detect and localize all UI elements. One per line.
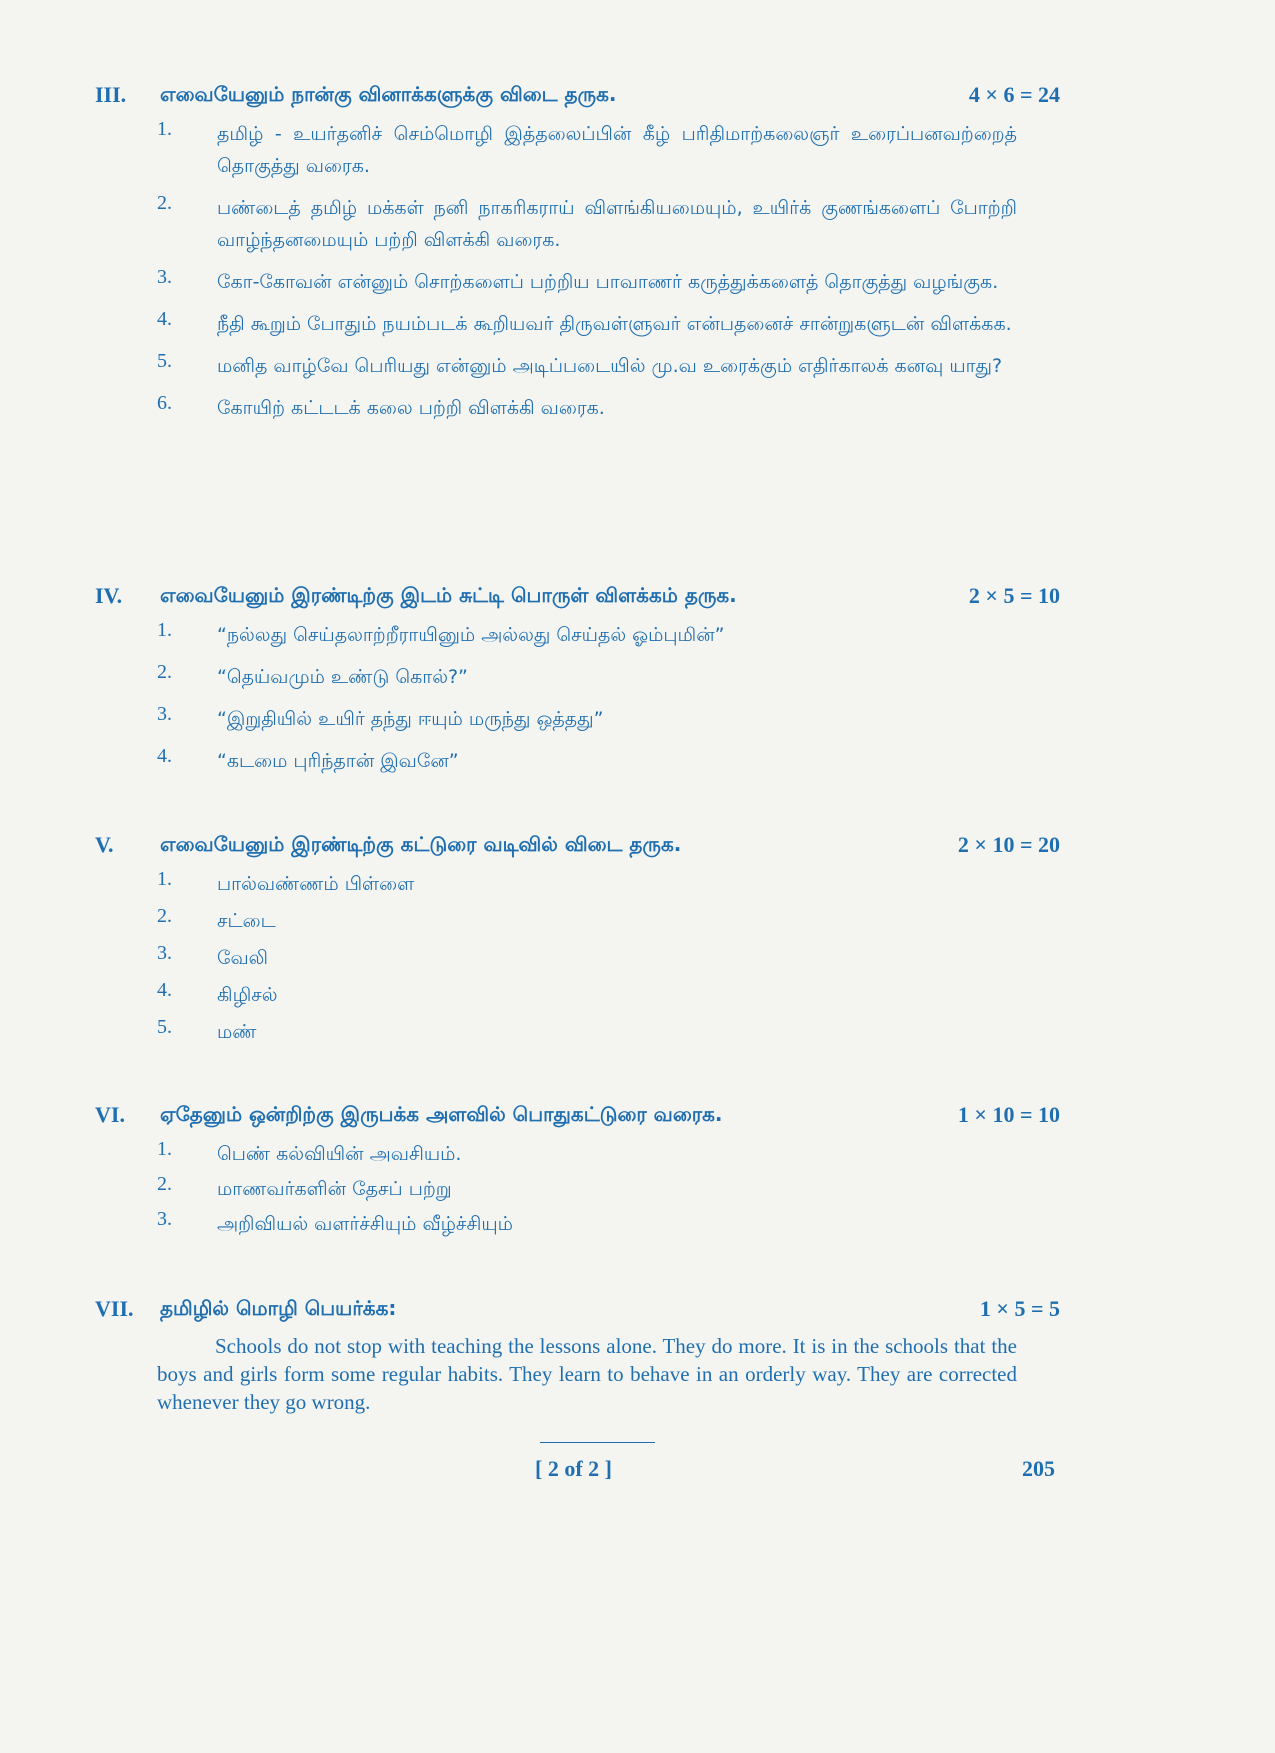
question-item — [95, 703, 1060, 735]
question-number: 2. — [157, 1173, 172, 1195]
question-item — [95, 308, 1060, 340]
question-list — [95, 1138, 1060, 1240]
question-number: 6. — [157, 392, 172, 414]
section-number: III. — [95, 82, 127, 107]
section-iv — [95, 583, 1060, 787]
section-iii — [95, 82, 1060, 434]
question-list — [95, 118, 1060, 424]
section-heading — [95, 1296, 1060, 1332]
section-marks: 4 × 6 = 24 — [968, 82, 1060, 107]
question-item — [95, 350, 1060, 382]
question-number: 1. — [157, 1138, 172, 1160]
section-heading — [95, 583, 1060, 619]
question-text: கோ-கோவன் என்னும் சொற்களைப் பற்றிய பாவாணர் கருத்துக்களைத் தொகுத்து வழங்குக. — [217, 271, 999, 293]
question-text: அறிவியல் வளர்ச்சியும் வீழ்ச்சியும் — [217, 1213, 513, 1235]
question-list — [95, 619, 1060, 777]
question-item — [95, 1138, 1060, 1170]
question-number: 4. — [157, 979, 172, 1001]
question-item — [95, 266, 1060, 298]
question-item — [95, 942, 1060, 974]
question-item — [95, 905, 1060, 937]
question-item — [95, 392, 1060, 424]
section-heading — [95, 82, 1060, 118]
question-text: பண்டைத் தமிழ் மக்கள் நனி நாகரிகராய் விளங்கியமையும், உயிர்க் குணங்களைப் போற்றி வாழ்ந்தனமையும் பற்றி விளக்கி வரைக. — [217, 197, 1017, 251]
question-text: தமிழ் - உயர்தனிச் செம்மொழி இத்தலைப்பின் கீழ் பரிதிமாற்கலைஞர் உரைப்பனவற்றைத் தொகுத்து வரைக. — [217, 123, 1017, 177]
question-item — [95, 661, 1060, 693]
page-number: [ 2 of 2 ] — [535, 1456, 612, 1481]
question-text: கோயிற் கட்டடக் கலை பற்றி விளக்கி வரைக. — [217, 397, 605, 419]
question-item — [95, 1208, 1060, 1240]
question-text: வேலி — [217, 947, 269, 969]
question-number: 5. — [157, 1016, 172, 1038]
question-number: 5. — [157, 350, 172, 372]
section-heading — [95, 1102, 1060, 1138]
question-number: 2. — [157, 192, 172, 214]
question-number: 1. — [157, 118, 172, 140]
section-instruction: எவையேனும் நான்கு வினாக்களுக்கு விடை தருக. — [160, 82, 617, 106]
question-text: பெண் கல்வியின் அவசியம். — [217, 1143, 462, 1165]
question-number: 4. — [157, 745, 172, 767]
section-number: VII. — [95, 1296, 134, 1321]
section-vi — [95, 1102, 1060, 1243]
question-text: பால்வண்ணம் பிள்ளை — [217, 873, 415, 895]
question-text: மாணவர்களின் தேசப் பற்று — [217, 1178, 452, 1200]
question-item — [95, 745, 1060, 777]
question-item — [95, 192, 1060, 256]
section-v — [95, 832, 1060, 1053]
question-item — [95, 1173, 1060, 1205]
question-item — [95, 619, 1060, 651]
section-number: IV. — [95, 583, 123, 608]
question-text: சட்டை — [217, 910, 276, 932]
section-vii — [95, 1296, 1060, 1437]
question-text: மனித வாழ்வே பெரியது என்னும் அடிப்படையில் மு.வ உரைக்கும் எதிர்காலக் கனவு யாது? — [217, 355, 1003, 377]
footer-rule — [540, 1442, 655, 1443]
question-item — [95, 1016, 1060, 1048]
question-number: 3. — [157, 1208, 172, 1230]
question-text: நீதி கூறும் போதும் நயம்படக் கூறியவர் திருவள்ளுவர் என்பதனைச் சான்றுகளுடன் விளக்கக. — [217, 313, 1012, 335]
question-list — [95, 868, 1060, 1048]
question-text: கிழிசல் — [217, 984, 278, 1006]
question-item — [95, 118, 1060, 182]
question-text: “தெய்வமும் உண்டு கொல்?” — [217, 666, 468, 688]
paper-code: 205 — [1022, 1456, 1055, 1481]
section-number: V. — [95, 832, 114, 857]
question-number: 4. — [157, 308, 172, 330]
question-text: மண் — [217, 1021, 257, 1043]
question-number: 2. — [157, 905, 172, 927]
section-instruction: எவையேனும் இரண்டிற்கு கட்டுரை வடிவில் விடை தருக. — [160, 832, 682, 856]
section-number: VI. — [95, 1102, 125, 1127]
section-instruction: எவையேனும் இரண்டிற்கு இடம் சுட்டி பொருள் விளக்கம் தருக. — [160, 583, 737, 607]
question-number: 2. — [157, 661, 172, 683]
section-marks: 1 × 5 = 5 — [979, 1296, 1060, 1321]
section-marks: 1 × 10 = 10 — [957, 1102, 1060, 1127]
question-item — [95, 868, 1060, 900]
section-marks: 2 × 10 = 20 — [957, 832, 1060, 857]
section-heading — [95, 832, 1060, 868]
question-number: 1. — [157, 619, 172, 641]
question-item — [95, 979, 1060, 1011]
question-text: “நல்லது செய்தலாற்றீராயினும் அல்லது செய்தல் ஓம்புமின்” — [217, 624, 725, 646]
section-marks: 2 × 5 = 10 — [968, 583, 1060, 608]
question-number: 3. — [157, 942, 172, 964]
question-text: “கடமை புரிந்தான் இவனே” — [217, 750, 459, 772]
question-number: 3. — [157, 703, 172, 725]
question-text: “இறுதியில் உயிர் தந்து ஈயும் மருந்து ஒத்தது” — [217, 708, 604, 730]
question-number: 3. — [157, 266, 172, 288]
translation-passage: Schools do not stop with teaching the lessons alone. They do more. It is in the schools that the boys and girls form some regular habits. They learn to behave in an orderly way. They are corrected whenever they go wrong. — [157, 1334, 1017, 1414]
section-instruction: தமிழில் மொழி பெயர்க்க: — [160, 1296, 397, 1320]
section-instruction: ஏதேனும் ஒன்றிற்கு இருபக்க அளவில் பொதுகட்டுரை வரைக. — [160, 1102, 723, 1126]
question-number: 1. — [157, 868, 172, 890]
